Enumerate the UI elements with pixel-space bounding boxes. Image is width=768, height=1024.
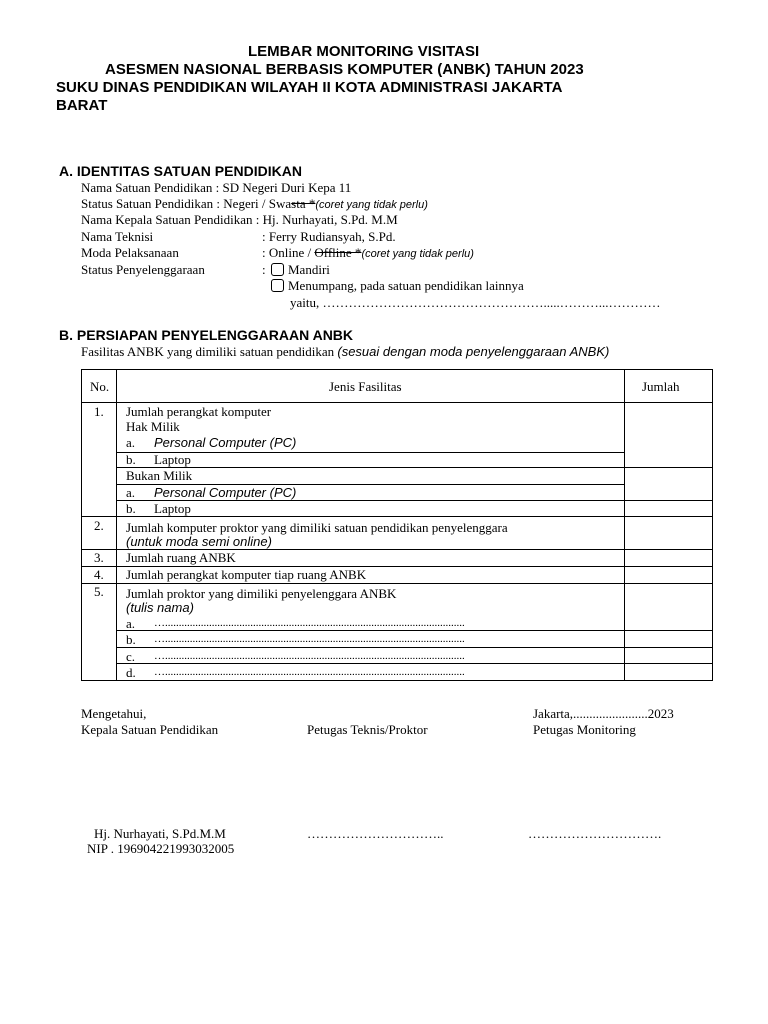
col-divider-jumlah (624, 370, 625, 680)
title-line-1: LEMBAR MONITORING VISITASI (248, 43, 480, 60)
checkbox-menumpang[interactable] (271, 279, 284, 292)
row-divider (82, 402, 712, 403)
option-label: Mandiri (288, 262, 330, 277)
mengetahui-label: Mengetahui, (81, 706, 147, 721)
monitoring-signature-line: …………………………. (528, 826, 662, 841)
facilities-table (81, 369, 713, 681)
table-cell-note: (untuk moda semi online) (126, 534, 272, 549)
row-divider (116, 647, 712, 648)
struck-text: Offline * (314, 245, 362, 260)
item-letter: b. (126, 501, 136, 516)
row-divider (116, 467, 712, 468)
fill-in-line: …............................................................................................................. (154, 633, 465, 645)
section-b-intro (81, 344, 609, 360)
field-value: Ferry Rudiansyah, S.Pd. (268, 229, 396, 244)
field-teknisi-value (262, 229, 396, 245)
item-letter: b. (126, 452, 136, 467)
petugas-monitoring-label: Petugas Monitoring (533, 722, 636, 737)
field-separator: : (216, 196, 224, 211)
table-cell: Jumlah komputer proktor yang dimiliki satuan pendidikan penyelenggara (126, 520, 508, 535)
table-cell: Jumlah ruang ANBK (126, 550, 236, 565)
row-divider (82, 516, 712, 517)
row-divider (116, 452, 624, 453)
row-divider (116, 500, 712, 501)
table-cell: Bukan Milik (126, 468, 193, 483)
intro-note: (sesuai dengan moda penyelenggaraan ANBK) (337, 344, 610, 359)
item-letter: b. (126, 632, 136, 647)
field-status-penyelenggaraan-label: Status Penyelenggaraan (81, 262, 205, 277)
field-separator: : (215, 180, 223, 195)
table-cell: Jumlah perangkat komputer (126, 404, 272, 419)
field-status-penyelenggaraan-sep: : (262, 262, 266, 277)
section-a-heading: A. IDENTITAS SATUAN PENDIDIKAN (59, 163, 302, 179)
petugas-teknis-label: Petugas Teknis/Proktor (307, 722, 428, 737)
fill-in-line: …............................................................................................................. (154, 666, 465, 678)
table-cell: Laptop (154, 501, 191, 516)
item-letter: d. (126, 665, 136, 680)
field-status-satuan (81, 196, 428, 212)
kepala-nip: NIP . 196904221993032005 (87, 841, 235, 856)
field-value: Negeri / Swa (223, 196, 292, 211)
kepala-name: Hj. Nurhayati, S.Pd.M.M (94, 826, 226, 841)
struck-text: sta * (291, 196, 316, 211)
fill-in-line: …............................................................................................................. (154, 650, 465, 662)
title-line-2: ASESMEN NASIONAL BERBASIS KOMPUTER (ANBK) TAHUN 2023 (105, 61, 584, 78)
row-number: 4. (94, 567, 104, 582)
row-divider (82, 583, 712, 584)
field-separator: : (262, 229, 269, 244)
intro-text: Fasilitas ANBK yang dimiliki satuan pendidikan (81, 344, 338, 359)
table-cell: Personal Computer (PC) (154, 485, 297, 500)
table-cell: Jumlah perangkat komputer tiap ruang ANBK (126, 567, 367, 582)
field-separator: : (255, 212, 263, 227)
row-number: 3. (94, 550, 104, 565)
item-letter: c. (126, 649, 136, 664)
option-menumpang-continuation: yaitu, …………………………………………….....………...………… (290, 295, 661, 310)
item-letter: a. (126, 616, 136, 631)
field-label: Nama Satuan Pendidikan (81, 180, 213, 195)
option-menumpang[interactable] (271, 278, 524, 294)
row-number: 2. (94, 518, 104, 533)
place-date: Jakarta,.......................2023 (533, 706, 674, 721)
table-cell: Jumlah proktor yang dimiliki penyelenggara ANBK (126, 586, 397, 601)
title-line-4: BARAT (56, 97, 108, 114)
table-cell-note: (tulis nama) (126, 600, 194, 615)
fill-in-line: …............................................................................................................. (154, 617, 465, 629)
field-moda-value (262, 245, 474, 261)
field-teknisi-label: Nama Teknisi (81, 229, 154, 244)
checkbox-mandiri[interactable] (271, 263, 284, 276)
field-nama-satuan (81, 180, 351, 196)
table-cell: Laptop (154, 452, 191, 467)
section-b-heading: B. PERSIAPAN PENYELENGGARAAN ANBK (59, 327, 354, 343)
field-label: Nama Kepala Satuan Pendidikan (81, 212, 253, 227)
col-divider-no (116, 370, 117, 680)
option-label: Menumpang, pada satuan pendidikan lainnya (288, 278, 524, 293)
item-letter: a. (126, 435, 136, 450)
column-header-jumlah: Jumlah (642, 379, 680, 394)
field-note: (coret yang tidak perlu) (361, 248, 474, 260)
row-number: 1. (94, 404, 104, 419)
field-value: Online / (268, 245, 315, 260)
field-value: SD Negeri Duri Kepa 11 (222, 180, 352, 195)
field-kepala (81, 212, 398, 228)
title-line-3: SUKU DINAS PENDIDIKAN WILAYAH II KOTA ADMINISTRASI JAKARTA (56, 79, 563, 96)
column-header-jenis: Jenis Fasilitas (329, 379, 402, 394)
table-cell: Personal Computer (PC) (154, 435, 297, 450)
option-mandiri[interactable] (271, 262, 330, 278)
teknis-signature-line: ………………………….. (307, 826, 444, 841)
row-number: 5. (94, 584, 104, 599)
kepala-label: Kepala Satuan Pendidikan (81, 722, 219, 737)
field-value: Hj. Nurhayati, S.Pd. M.M (262, 212, 398, 227)
column-header-no: No. (90, 379, 110, 394)
field-note: (coret yang tidak perlu) (315, 199, 428, 211)
field-label: Status Satuan Pendidikan (81, 196, 214, 211)
table-cell: Hak Milik (126, 419, 180, 434)
field-separator: : (262, 245, 269, 260)
item-letter: a. (126, 485, 136, 500)
field-moda-label: Moda Pelaksanaan (81, 245, 179, 260)
